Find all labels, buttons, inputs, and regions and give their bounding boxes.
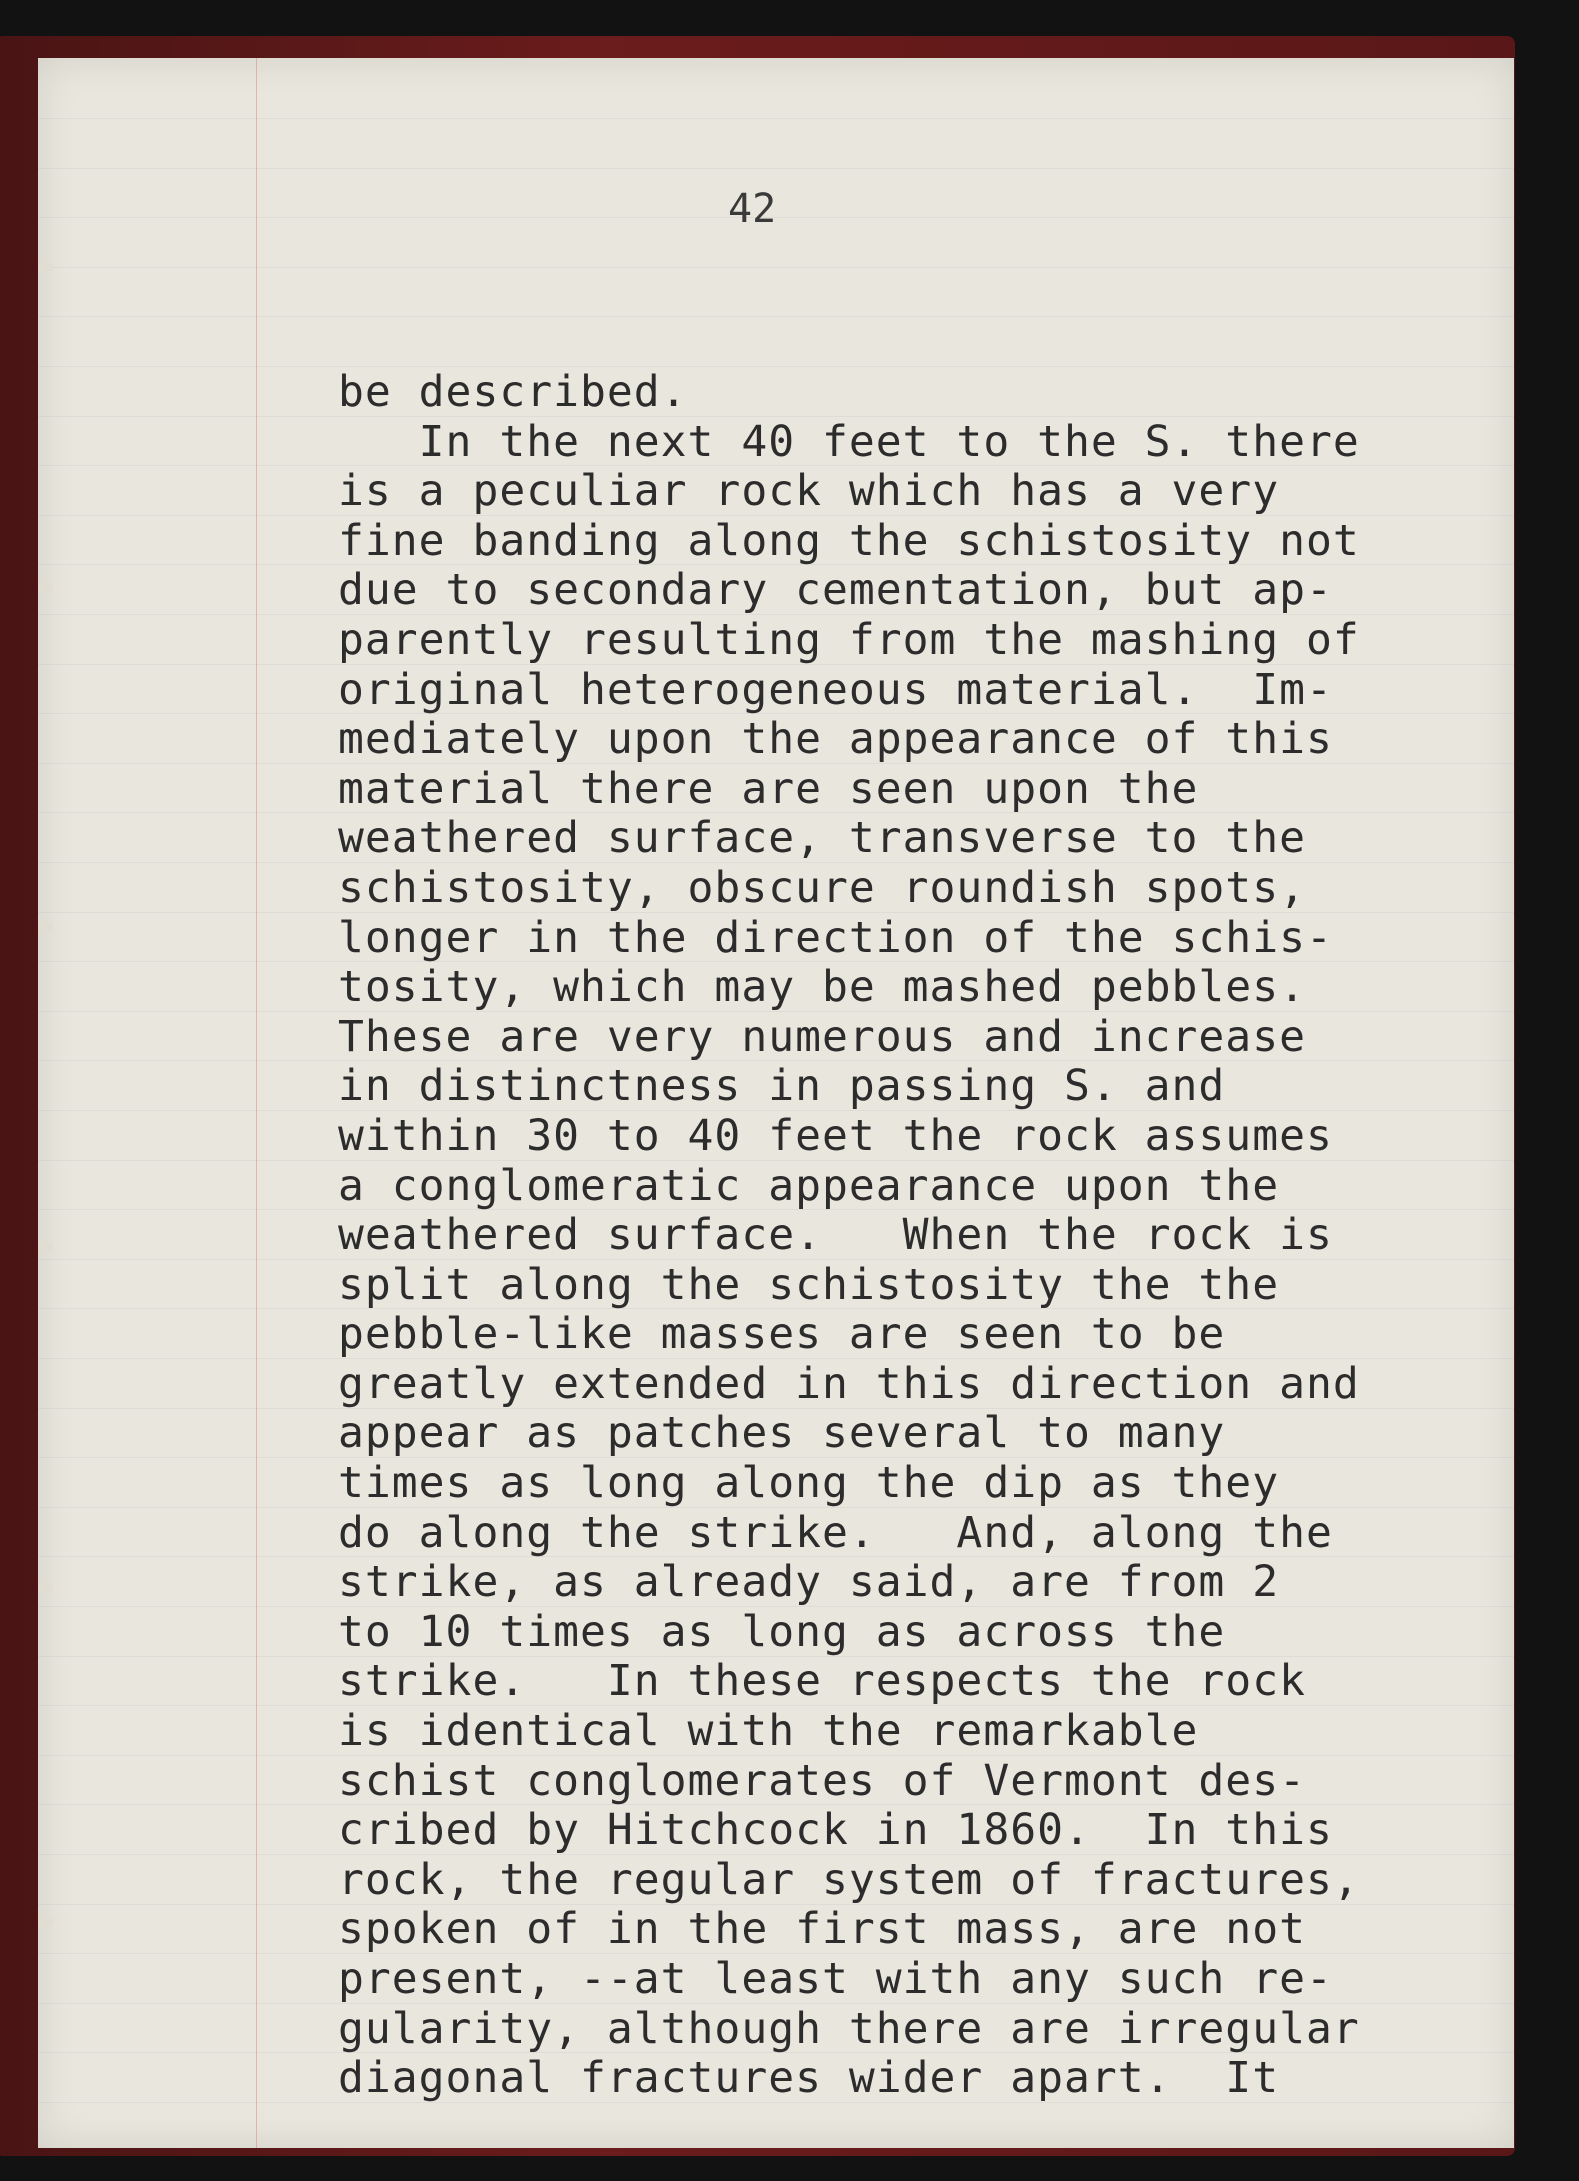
text-line: strike, as already said, are from 2	[338, 1557, 1280, 1608]
text-line: cribed by Hitchcock in 1860. In this	[338, 1805, 1333, 1856]
text-line: longer in the direction of the schis-	[338, 912, 1333, 963]
text-line: appear as patches several to many	[338, 1408, 1226, 1459]
text-line: is a peculiar rock which has a very	[338, 466, 1280, 517]
text-line: rock, the regular system of fractures,	[338, 1854, 1360, 1905]
text-line: weathered surface. When the rock is	[338, 1210, 1333, 1261]
text-line: in distinctness in passing S. and	[338, 1061, 1226, 1112]
text-line: due to secondary cementation, but ap-	[338, 565, 1333, 616]
text-line: pebble-like masses are seen to be	[338, 1309, 1226, 1360]
text-line: parently resulting from the mashing of	[338, 614, 1360, 665]
text-line: In the next 40 feet to the S. there	[338, 416, 1360, 467]
text-line: These are very numerous and increase	[338, 1011, 1306, 1062]
text-line: a conglomeratic appearance upon the	[338, 1160, 1280, 1211]
text-line: is identical with the remarkable	[338, 1706, 1199, 1757]
text-line: tosity, which may be mashed pebbles.	[338, 962, 1306, 1013]
text-line: original heterogeneous material. Im-	[338, 664, 1333, 715]
text-line: do along the strike. And, along the	[338, 1507, 1333, 1558]
text-line: greatly extended in this direction and	[338, 1358, 1360, 1409]
margin-line	[256, 58, 257, 2148]
text-line: split along the schistosity the the	[338, 1259, 1280, 1310]
text-line: gularity, although there are irregular	[338, 2003, 1360, 2054]
notebook-page	[38, 58, 1514, 2148]
text-line: to 10 times as long as across the	[338, 1606, 1226, 1657]
binding-stitch-marks	[38, 58, 76, 2148]
text-line: strike. In these respects the rock	[338, 1656, 1306, 1707]
text-line: within 30 to 40 feet the rock assumes	[338, 1110, 1333, 1161]
text-line: spoken of in the first mass, are not	[338, 1904, 1306, 1955]
text-line: times as long along the dip as they	[338, 1458, 1280, 1509]
text-line: mediately upon the appearance of this	[338, 714, 1333, 765]
typed-body-text	[338, 368, 1498, 2104]
text-line: fine banding along the schistosity not	[338, 515, 1360, 566]
text-line: present, --at least with any such re-	[338, 1954, 1333, 2004]
text-line: diagonal fractures wider apart. It	[338, 2053, 1280, 2104]
text-line: weathered surface, transverse to the	[338, 813, 1306, 864]
text-line: be described.	[338, 367, 688, 417]
text-line: schistosity, obscure roundish spots,	[338, 862, 1306, 913]
text-line: schist conglomerates of Vermont des-	[338, 1755, 1306, 1806]
page-number: 42	[728, 186, 777, 232]
text-line: material there are seen upon the	[338, 763, 1199, 814]
